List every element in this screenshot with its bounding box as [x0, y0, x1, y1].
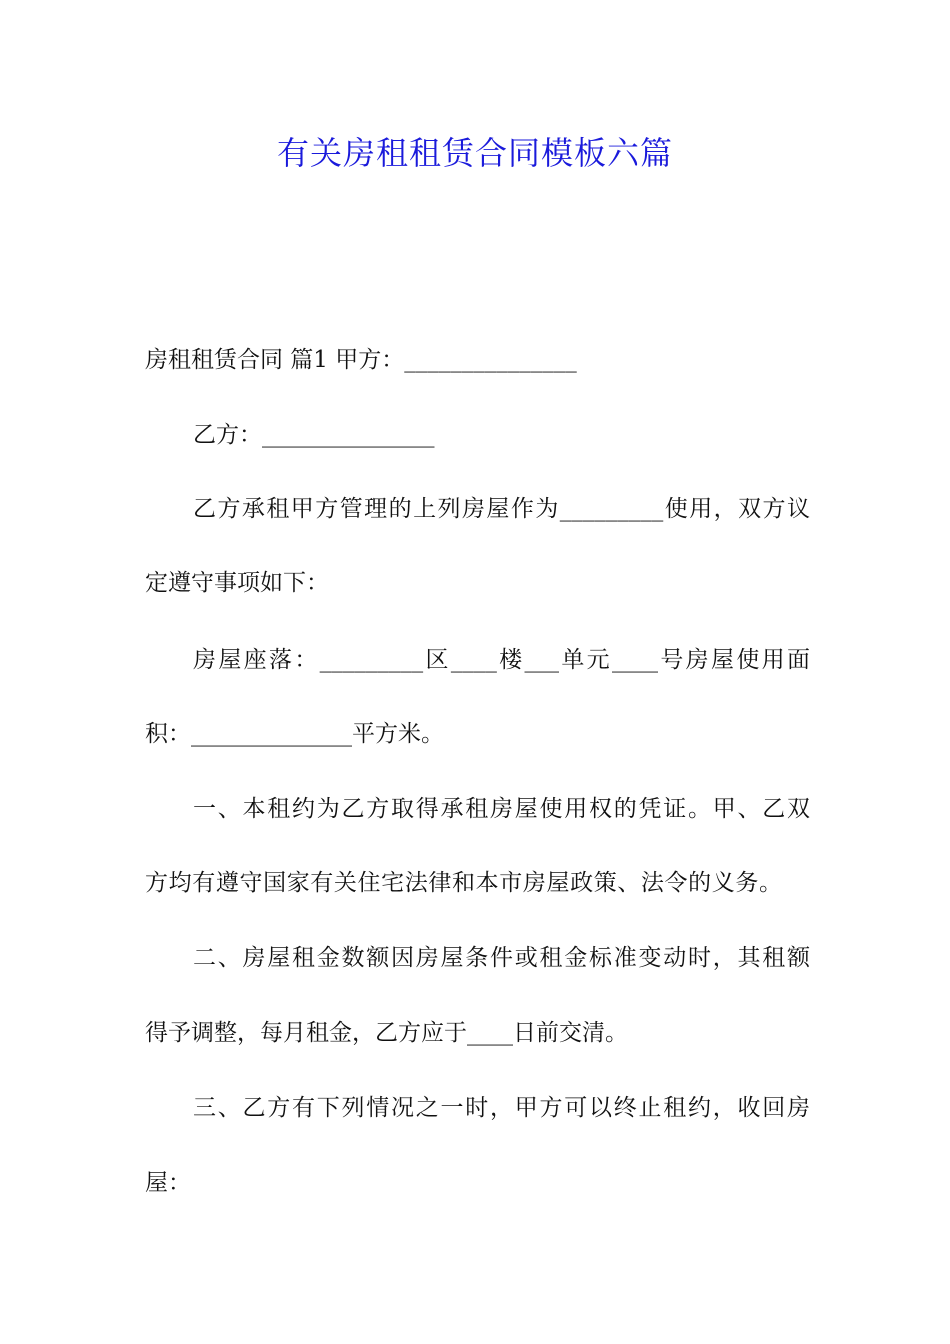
- clause-line: 得予调整，每月租金，乙方应于____日前交清。: [145, 1020, 628, 1046]
- clause-line: 三、乙方有下列情况之一时，甲方可以终止租约，收回房: [193, 1095, 810, 1121]
- paragraph-line: 定遵守事项如下：: [145, 570, 329, 596]
- clause-line: 屋：: [145, 1170, 191, 1196]
- paragraph-line: 乙方承租甲方管理的上列房屋作为_________使用，双方议: [193, 496, 810, 522]
- document-title: 有关房租租赁合同模板六篇: [276, 134, 673, 172]
- contract-heading-line: 房租租赁合同 篇1 甲方：_______________: [145, 347, 577, 373]
- clause-line: 一、本租约为乙方取得承租房屋使用权的凭证。甲、乙双: [193, 796, 810, 822]
- clause-line: 方均有遵守国家有关住宅法律和本市房屋政策、法令的义务。: [145, 870, 782, 896]
- paragraph-line: 房屋座落：_________区____楼___单元____号房屋使用面: [193, 647, 810, 673]
- clause-line: 二、房屋租金数额因房屋条件或租金标准变动时，其租额: [193, 945, 810, 971]
- party-b-line: 乙方：_______________: [193, 422, 435, 448]
- paragraph-line: 积：______________平方米。: [145, 721, 444, 747]
